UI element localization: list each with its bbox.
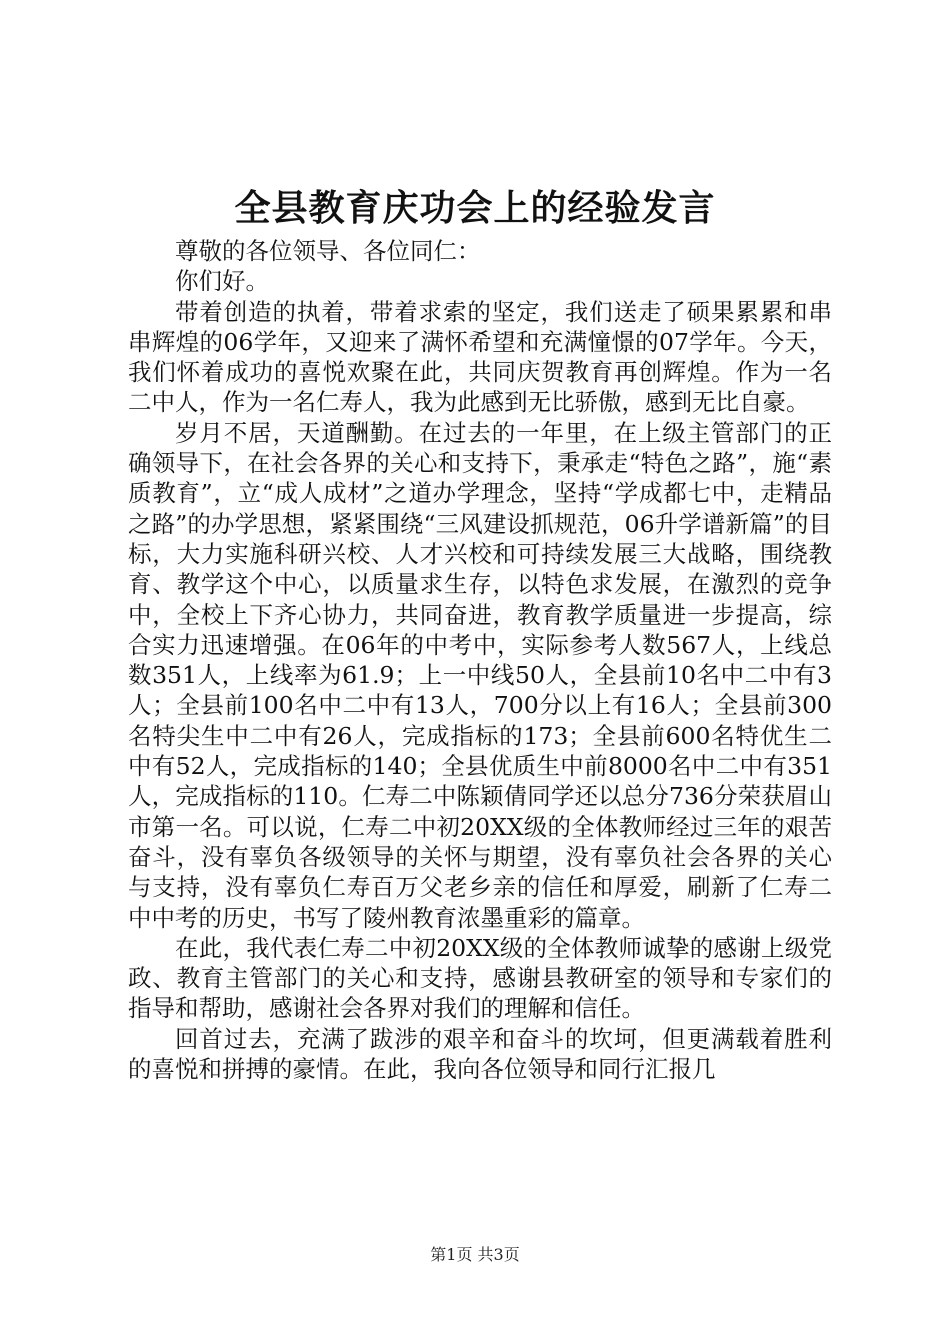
body-paragraph: 在此，我代表仁寿二中初20XX级的全体教师诚挚的感谢上级党政、教育主管部门的关心和支持，感谢县教研室的领导和专家们的指导和帮助，感谢社会各界对我们的理解和信任。 [128,933,832,1023]
body-paragraph: 带着创造的执着，带着求索的坚定，我们送走了硕果累累和串串辉煌的06学年，又迎来了满怀希望和充满憧憬的07学年。今天，我们怀着成功的喜悦欢聚在此，共同庆贺教育再创辉煌。作为一名二中人，作为一名仁寿人，我为此感到无比骄傲，感到无比自豪。 [128,297,832,417]
greeting-paragraph: 你们好。 [175,267,269,296]
document-body [128,236,832,1084]
document-title: 全县教育庆功会上的经验发言 [234,187,716,229]
body-paragraph: 回首过去，充满了跋涉的艰辛和奋斗的坎坷，但更满载着胜利的喜悦和拼搏的豪情。在此，我向各位领导和同行汇报几 [128,1024,832,1084]
page-indicator: 第1页 共3页 [430,1245,520,1264]
body-paragraph: 岁月不居，天道酬勤。在过去的一年里，在上级主管部门的正确领导下，在社会各界的关心和支持下，秉承走“特色之路”，施“素质教育”，立“成人成材”之道办学理念，坚持“学成都七中，走精品之路”的办学思想，紧紧围绕“三风建设抓规范，06升学谱新篇”的目标，大力实施科研兴校、人才兴校和可持续发展三大战略，围绕教育、教学这个中心，以质量求生存，以特色求发展，在激烈的竞争中，全校上下齐心协力，共同奋进，教育教学质量进一步提高，综合实力迅速增强。在06年的中考中，实际参考人数567人，上线总数351人，上线率为61.9；上一中线50人，全县前10名中二中有3人；全县前100名中二中有13人，700分以上有16人；全县前300名特尖生中二中有26人，完成指标的173；全县前600名特优生二中有52人，完成指标的140；全县优质生中前8000名中二中有351人，完成指标的110。仁寿二中陈颖倩同学还以总分736分荣获眉山市第一名。可以说，仁寿二中初20XX级的全体教师经过三年的艰苦奋斗，没有辜负各级领导的关怀与期望，没有辜负社会各界的关心与支持，没有辜负仁寿百万父老乡亲的信任和厚爱，刷新了仁寿二中中考的历史，书写了陵州教育浓墨重彩的篇章。 [128,418,832,932]
page-footer [0,1244,950,1266]
salutation-paragraph: 尊敬的各位领导、各位同仁： [175,237,481,265]
